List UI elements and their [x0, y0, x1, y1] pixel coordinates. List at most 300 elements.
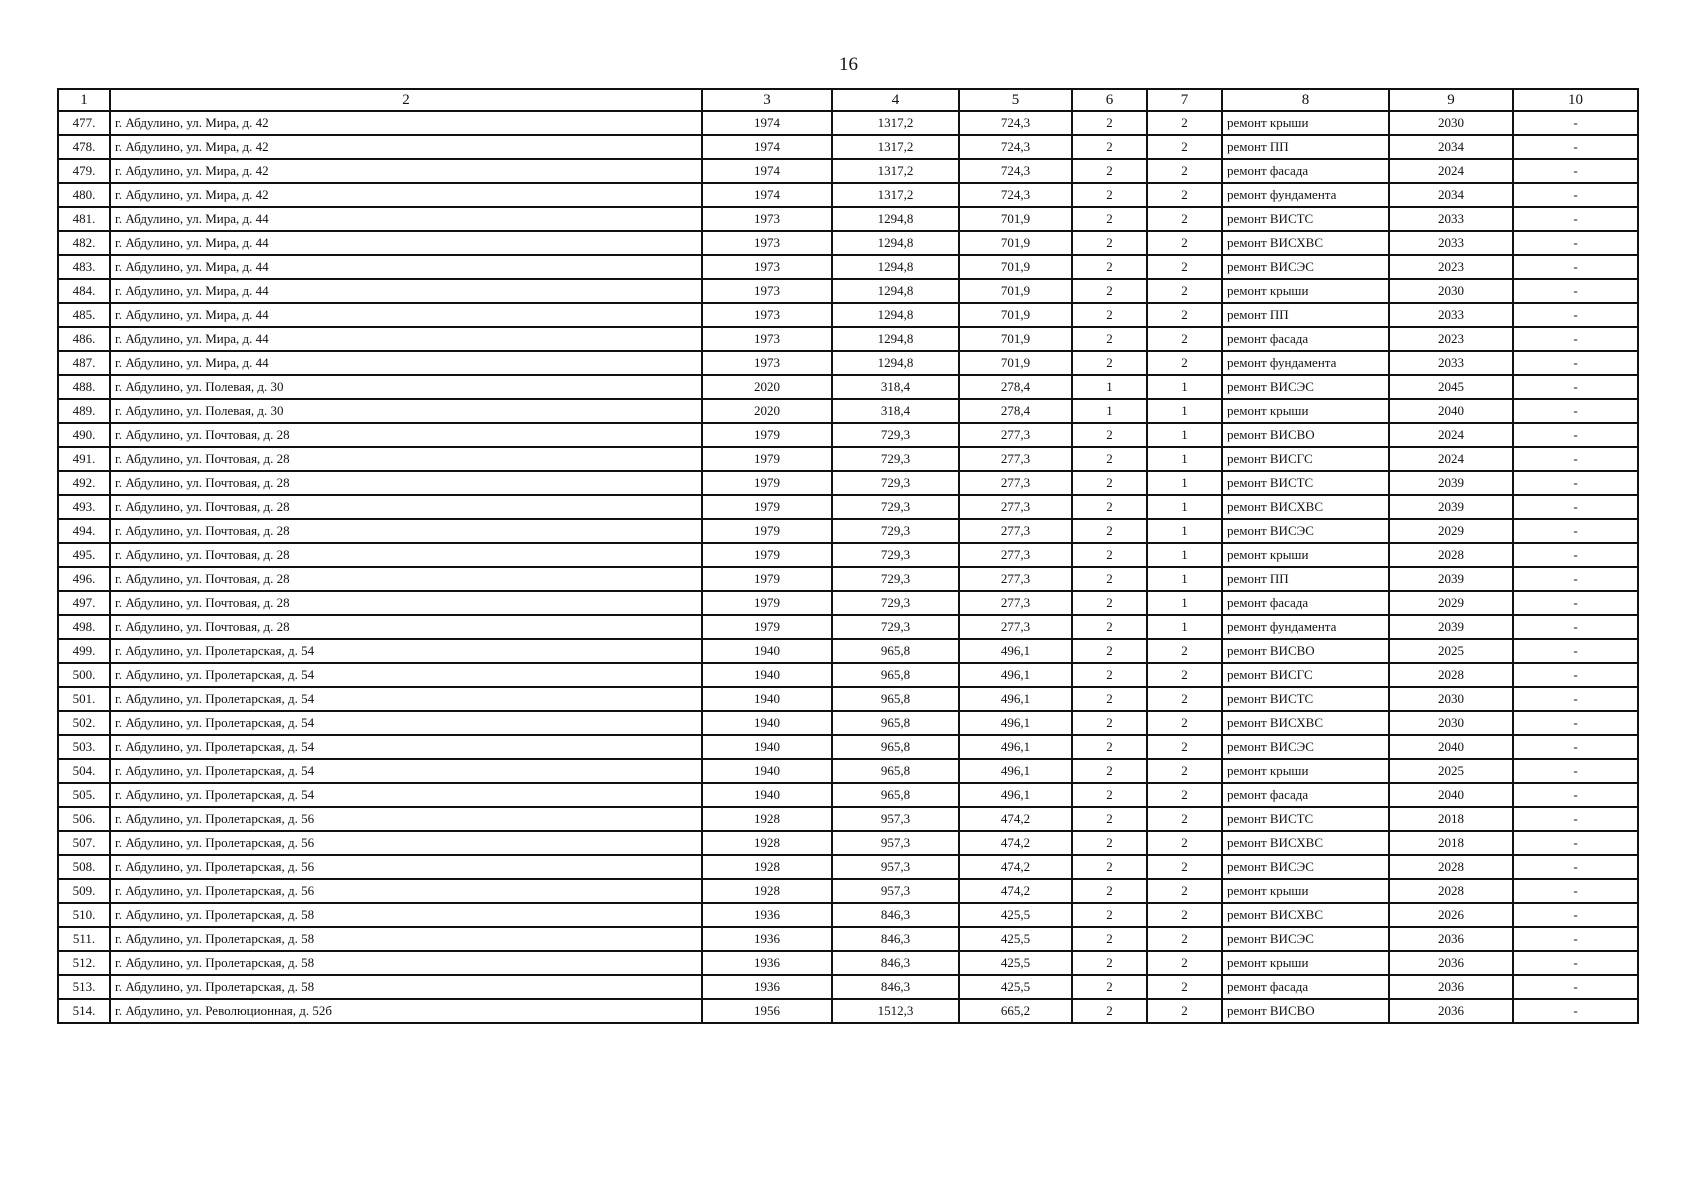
address-cell: г. Абдулино, ул. Пролетарская, д. 54 [110, 639, 702, 663]
floors-cell: 2 [1072, 591, 1147, 615]
total-area-cell: 957,3 [832, 831, 959, 855]
planned-year-cell: 2039 [1389, 615, 1513, 639]
entrances-cell: 1 [1147, 567, 1222, 591]
planned-year-cell: 2028 [1389, 855, 1513, 879]
address-cell: г. Абдулино, ул. Пролетарская, д. 56 [110, 855, 702, 879]
floors-cell: 2 [1072, 903, 1147, 927]
table-row [58, 471, 1638, 495]
table-row [58, 111, 1638, 135]
total-area-cell: 729,3 [832, 567, 959, 591]
floors-cell: 1 [1072, 399, 1147, 423]
total-area-cell: 846,3 [832, 951, 959, 975]
living-area-cell: 425,5 [959, 927, 1072, 951]
column-header: 7 [1147, 89, 1222, 111]
year-built-cell: 1979 [702, 615, 832, 639]
planned-year-cell: 2033 [1389, 303, 1513, 327]
row-number-cell: 501. [58, 687, 110, 711]
floors-cell: 2 [1072, 639, 1147, 663]
address-cell: г. Абдулино, ул. Мира, д. 42 [110, 135, 702, 159]
table-row [58, 519, 1638, 543]
table-body [58, 111, 1638, 1023]
table-row [58, 975, 1638, 999]
note-cell: - [1513, 639, 1638, 663]
planned-year-cell: 2030 [1389, 111, 1513, 135]
year-built-cell: 1940 [702, 687, 832, 711]
year-built-cell: 1979 [702, 447, 832, 471]
row-number-cell: 495. [58, 543, 110, 567]
column-header: 3 [702, 89, 832, 111]
work-type-cell: ремонт фасада [1222, 327, 1389, 351]
entrances-cell: 2 [1147, 663, 1222, 687]
floors-cell: 2 [1072, 735, 1147, 759]
note-cell: - [1513, 327, 1638, 351]
total-area-cell: 846,3 [832, 927, 959, 951]
total-area-cell: 1294,8 [832, 303, 959, 327]
total-area-cell: 846,3 [832, 903, 959, 927]
entrances-cell: 2 [1147, 855, 1222, 879]
planned-year-cell: 2034 [1389, 135, 1513, 159]
table-row [58, 879, 1638, 903]
year-built-cell: 1974 [702, 111, 832, 135]
row-number-cell: 489. [58, 399, 110, 423]
work-type-cell: ремонт крыши [1222, 759, 1389, 783]
total-area-cell: 1317,2 [832, 159, 959, 183]
living-area-cell: 277,3 [959, 495, 1072, 519]
table-row [58, 687, 1638, 711]
planned-year-cell: 2040 [1389, 399, 1513, 423]
row-number-cell: 490. [58, 423, 110, 447]
work-type-cell: ремонт ВИСВО [1222, 999, 1389, 1023]
table-row [58, 711, 1638, 735]
planned-year-cell: 2033 [1389, 351, 1513, 375]
year-built-cell: 1928 [702, 807, 832, 831]
floors-cell: 2 [1072, 927, 1147, 951]
year-built-cell: 1973 [702, 279, 832, 303]
row-number-cell: 497. [58, 591, 110, 615]
row-number-cell: 493. [58, 495, 110, 519]
note-cell: - [1513, 543, 1638, 567]
total-area-cell: 965,8 [832, 639, 959, 663]
address-cell: г. Абдулино, ул. Пролетарская, д. 54 [110, 711, 702, 735]
total-area-cell: 1294,8 [832, 327, 959, 351]
living-area-cell: 278,4 [959, 375, 1072, 399]
table-row [58, 135, 1638, 159]
planned-year-cell: 2033 [1389, 231, 1513, 255]
total-area-cell: 729,3 [832, 447, 959, 471]
planned-year-cell: 2028 [1389, 879, 1513, 903]
address-cell: г. Абдулино, ул. Пролетарская, д. 54 [110, 759, 702, 783]
address-cell: г. Абдулино, ул. Мира, д. 44 [110, 231, 702, 255]
total-area-cell: 1317,2 [832, 111, 959, 135]
year-built-cell: 1936 [702, 975, 832, 999]
living-area-cell: 496,1 [959, 687, 1072, 711]
floors-cell: 2 [1072, 279, 1147, 303]
floors-cell: 2 [1072, 543, 1147, 567]
address-cell: г. Абдулино, ул. Мира, д. 44 [110, 351, 702, 375]
year-built-cell: 1973 [702, 351, 832, 375]
entrances-cell: 2 [1147, 879, 1222, 903]
year-built-cell: 1979 [702, 591, 832, 615]
table-row [58, 927, 1638, 951]
note-cell: - [1513, 447, 1638, 471]
note-cell: - [1513, 687, 1638, 711]
work-type-cell: ремонт ВИСХВС [1222, 903, 1389, 927]
floors-cell: 2 [1072, 111, 1147, 135]
planned-year-cell: 2025 [1389, 759, 1513, 783]
column-header: 9 [1389, 89, 1513, 111]
table-row [58, 303, 1638, 327]
table-row [58, 639, 1638, 663]
planned-year-cell: 2045 [1389, 375, 1513, 399]
total-area-cell: 965,8 [832, 759, 959, 783]
entrances-cell: 2 [1147, 255, 1222, 279]
entrances-cell: 2 [1147, 999, 1222, 1023]
table-row [58, 351, 1638, 375]
planned-year-cell: 2024 [1389, 423, 1513, 447]
address-cell: г. Абдулино, ул. Почтовая, д. 28 [110, 519, 702, 543]
work-type-cell: ремонт ВИСТС [1222, 471, 1389, 495]
row-number-cell: 503. [58, 735, 110, 759]
table-row [58, 375, 1638, 399]
entrances-cell: 2 [1147, 711, 1222, 735]
planned-year-cell: 2030 [1389, 711, 1513, 735]
work-type-cell: ремонт ВИСГС [1222, 447, 1389, 471]
entrances-cell: 2 [1147, 639, 1222, 663]
address-cell: г. Абдулино, ул. Пролетарская, д. 54 [110, 663, 702, 687]
work-type-cell: ремонт ВИСТС [1222, 207, 1389, 231]
address-cell: г. Абдулино, ул. Мира, д. 42 [110, 159, 702, 183]
work-type-cell: ремонт ВИСХВС [1222, 231, 1389, 255]
planned-year-cell: 2018 [1389, 807, 1513, 831]
repair-schedule-table [57, 88, 1639, 1024]
note-cell: - [1513, 615, 1638, 639]
note-cell: - [1513, 231, 1638, 255]
address-cell: г. Абдулино, ул. Мира, д. 44 [110, 255, 702, 279]
page-number: 16 [839, 54, 858, 75]
row-number-cell: 507. [58, 831, 110, 855]
note-cell: - [1513, 519, 1638, 543]
table-row [58, 807, 1638, 831]
planned-year-cell: 2036 [1389, 975, 1513, 999]
planned-year-cell: 2036 [1389, 999, 1513, 1023]
year-built-cell: 1936 [702, 951, 832, 975]
note-cell: - [1513, 423, 1638, 447]
floors-cell: 2 [1072, 975, 1147, 999]
table-row [58, 255, 1638, 279]
column-header: 2 [110, 89, 702, 111]
living-area-cell: 277,3 [959, 543, 1072, 567]
year-built-cell: 1936 [702, 927, 832, 951]
total-area-cell: 965,8 [832, 663, 959, 687]
note-cell: - [1513, 999, 1638, 1023]
floors-cell: 2 [1072, 423, 1147, 447]
address-cell: г. Абдулино, ул. Почтовая, д. 28 [110, 543, 702, 567]
address-cell: г. Абдулино, ул. Пролетарская, д. 54 [110, 783, 702, 807]
note-cell: - [1513, 183, 1638, 207]
row-number-cell: 482. [58, 231, 110, 255]
work-type-cell: ремонт ВИСХВС [1222, 711, 1389, 735]
address-cell: г. Абдулино, ул. Почтовая, д. 28 [110, 423, 702, 447]
year-built-cell: 1940 [702, 639, 832, 663]
work-type-cell: ремонт ВИСЭС [1222, 519, 1389, 543]
work-type-cell: ремонт ВИСЭС [1222, 375, 1389, 399]
living-area-cell: 277,3 [959, 447, 1072, 471]
total-area-cell: 729,3 [832, 495, 959, 519]
row-number-cell: 484. [58, 279, 110, 303]
total-area-cell: 1294,8 [832, 279, 959, 303]
row-number-cell: 498. [58, 615, 110, 639]
address-cell: г. Абдулино, ул. Почтовая, д. 28 [110, 615, 702, 639]
living-area-cell: 474,2 [959, 879, 1072, 903]
year-built-cell: 1974 [702, 135, 832, 159]
entrances-cell: 2 [1147, 183, 1222, 207]
year-built-cell: 1979 [702, 567, 832, 591]
table-row [58, 831, 1638, 855]
address-cell: г. Абдулино, ул. Полевая, д. 30 [110, 399, 702, 423]
table-row [58, 447, 1638, 471]
row-number-cell: 510. [58, 903, 110, 927]
address-cell: г. Абдулино, ул. Почтовая, д. 28 [110, 471, 702, 495]
floors-cell: 2 [1072, 855, 1147, 879]
living-area-cell: 701,9 [959, 231, 1072, 255]
column-header: 8 [1222, 89, 1389, 111]
floors-cell: 2 [1072, 783, 1147, 807]
table-row [58, 735, 1638, 759]
work-type-cell: ремонт фасада [1222, 975, 1389, 999]
note-cell: - [1513, 471, 1638, 495]
address-cell: г. Абдулино, ул. Пролетарская, д. 58 [110, 903, 702, 927]
planned-year-cell: 2034 [1389, 183, 1513, 207]
total-area-cell: 318,4 [832, 375, 959, 399]
living-area-cell: 665,2 [959, 999, 1072, 1023]
table-row [58, 951, 1638, 975]
note-cell: - [1513, 399, 1638, 423]
planned-year-cell: 2023 [1389, 327, 1513, 351]
note-cell: - [1513, 903, 1638, 927]
work-type-cell: ремонт ВИСВО [1222, 639, 1389, 663]
total-area-cell: 965,8 [832, 687, 959, 711]
column-header: 10 [1513, 89, 1638, 111]
living-area-cell: 701,9 [959, 303, 1072, 327]
living-area-cell: 277,3 [959, 615, 1072, 639]
year-built-cell: 1928 [702, 831, 832, 855]
address-cell: г. Абдулино, ул. Пролетарская, д. 54 [110, 735, 702, 759]
entrances-cell: 1 [1147, 543, 1222, 567]
entrances-cell: 2 [1147, 903, 1222, 927]
work-type-cell: ремонт фундамента [1222, 183, 1389, 207]
floors-cell: 2 [1072, 567, 1147, 591]
address-cell: г. Абдулино, ул. Пролетарская, д. 58 [110, 927, 702, 951]
planned-year-cell: 2029 [1389, 519, 1513, 543]
total-area-cell: 1294,8 [832, 351, 959, 375]
address-cell: г. Абдулино, ул. Пролетарская, д. 58 [110, 951, 702, 975]
address-cell: г. Абдулино, ул. Пролетарская, д. 54 [110, 687, 702, 711]
floors-cell: 2 [1072, 879, 1147, 903]
column-header: 4 [832, 89, 959, 111]
work-type-cell: ремонт фасада [1222, 591, 1389, 615]
work-type-cell: ремонт ВИСТС [1222, 807, 1389, 831]
planned-year-cell: 2039 [1389, 471, 1513, 495]
year-built-cell: 1973 [702, 255, 832, 279]
column-header: 1 [58, 89, 110, 111]
living-area-cell: 724,3 [959, 135, 1072, 159]
note-cell: - [1513, 711, 1638, 735]
table-row [58, 231, 1638, 255]
row-number-cell: 505. [58, 783, 110, 807]
entrances-cell: 2 [1147, 951, 1222, 975]
work-type-cell: ремонт фундамента [1222, 351, 1389, 375]
living-area-cell: 496,1 [959, 639, 1072, 663]
address-cell: г. Абдулино, ул. Мира, д. 42 [110, 183, 702, 207]
total-area-cell: 957,3 [832, 807, 959, 831]
entrances-cell: 1 [1147, 471, 1222, 495]
total-area-cell: 957,3 [832, 879, 959, 903]
entrances-cell: 2 [1147, 231, 1222, 255]
planned-year-cell: 2033 [1389, 207, 1513, 231]
column-header: 6 [1072, 89, 1147, 111]
row-number-cell: 487. [58, 351, 110, 375]
floors-cell: 2 [1072, 615, 1147, 639]
work-type-cell: ремонт фасада [1222, 159, 1389, 183]
address-cell: г. Абдулино, ул. Мира, д. 44 [110, 303, 702, 327]
row-number-cell: 514. [58, 999, 110, 1023]
row-number-cell: 479. [58, 159, 110, 183]
row-number-cell: 481. [58, 207, 110, 231]
living-area-cell: 701,9 [959, 327, 1072, 351]
year-built-cell: 1973 [702, 207, 832, 231]
year-built-cell: 2020 [702, 375, 832, 399]
living-area-cell: 724,3 [959, 111, 1072, 135]
entrances-cell: 1 [1147, 399, 1222, 423]
entrances-cell: 2 [1147, 135, 1222, 159]
floors-cell: 2 [1072, 135, 1147, 159]
row-number-cell: 494. [58, 519, 110, 543]
living-area-cell: 496,1 [959, 663, 1072, 687]
year-built-cell: 1928 [702, 879, 832, 903]
work-type-cell: ремонт ВИСТС [1222, 687, 1389, 711]
work-type-cell: ремонт ПП [1222, 567, 1389, 591]
planned-year-cell: 2036 [1389, 927, 1513, 951]
column-header: 5 [959, 89, 1072, 111]
floors-cell: 2 [1072, 495, 1147, 519]
living-area-cell: 277,3 [959, 567, 1072, 591]
floors-cell: 2 [1072, 711, 1147, 735]
note-cell: - [1513, 591, 1638, 615]
year-built-cell: 1979 [702, 495, 832, 519]
floors-cell: 2 [1072, 807, 1147, 831]
total-area-cell: 965,8 [832, 735, 959, 759]
floors-cell: 2 [1072, 663, 1147, 687]
planned-year-cell: 2018 [1389, 831, 1513, 855]
entrances-cell: 2 [1147, 159, 1222, 183]
note-cell: - [1513, 207, 1638, 231]
floors-cell: 2 [1072, 255, 1147, 279]
planned-year-cell: 2025 [1389, 639, 1513, 663]
living-area-cell: 496,1 [959, 783, 1072, 807]
row-number-cell: 477. [58, 111, 110, 135]
living-area-cell: 425,5 [959, 951, 1072, 975]
note-cell: - [1513, 255, 1638, 279]
row-number-cell: 502. [58, 711, 110, 735]
floors-cell: 2 [1072, 327, 1147, 351]
address-cell: г. Абдулино, ул. Мира, д. 44 [110, 327, 702, 351]
planned-year-cell: 2036 [1389, 951, 1513, 975]
year-built-cell: 1928 [702, 855, 832, 879]
note-cell: - [1513, 807, 1638, 831]
entrances-cell: 2 [1147, 207, 1222, 231]
row-number-cell: 509. [58, 879, 110, 903]
work-type-cell: ремонт ПП [1222, 303, 1389, 327]
total-area-cell: 965,8 [832, 783, 959, 807]
floors-cell: 2 [1072, 831, 1147, 855]
row-number-cell: 513. [58, 975, 110, 999]
work-type-cell: ремонт крыши [1222, 279, 1389, 303]
total-area-cell: 965,8 [832, 711, 959, 735]
entrances-cell: 1 [1147, 495, 1222, 519]
living-area-cell: 701,9 [959, 279, 1072, 303]
note-cell: - [1513, 495, 1638, 519]
planned-year-cell: 2039 [1389, 567, 1513, 591]
table-row [58, 783, 1638, 807]
entrances-cell: 2 [1147, 759, 1222, 783]
work-type-cell: ремонт крыши [1222, 399, 1389, 423]
work-type-cell: ремонт ВИСГС [1222, 663, 1389, 687]
address-cell: г. Абдулино, ул. Мира, д. 44 [110, 279, 702, 303]
table-row [58, 495, 1638, 519]
table-row [58, 567, 1638, 591]
total-area-cell: 1294,8 [832, 207, 959, 231]
entrances-cell: 1 [1147, 375, 1222, 399]
row-number-cell: 504. [58, 759, 110, 783]
living-area-cell: 701,9 [959, 255, 1072, 279]
living-area-cell: 474,2 [959, 807, 1072, 831]
row-number-cell: 511. [58, 927, 110, 951]
work-type-cell: ремонт крыши [1222, 111, 1389, 135]
address-cell: г. Абдулино, ул. Пролетарская, д. 56 [110, 879, 702, 903]
floors-cell: 2 [1072, 999, 1147, 1023]
planned-year-cell: 2040 [1389, 783, 1513, 807]
table-row [58, 327, 1638, 351]
entrances-cell: 2 [1147, 327, 1222, 351]
work-type-cell: ремонт фасада [1222, 783, 1389, 807]
address-cell: г. Абдулино, ул. Почтовая, д. 28 [110, 447, 702, 471]
total-area-cell: 729,3 [832, 543, 959, 567]
total-area-cell: 729,3 [832, 471, 959, 495]
year-built-cell: 1979 [702, 471, 832, 495]
address-cell: г. Абдулино, ул. Почтовая, д. 28 [110, 495, 702, 519]
year-built-cell: 1956 [702, 999, 832, 1023]
note-cell: - [1513, 279, 1638, 303]
note-cell: - [1513, 783, 1638, 807]
year-built-cell: 2020 [702, 399, 832, 423]
entrances-cell: 2 [1147, 351, 1222, 375]
living-area-cell: 277,3 [959, 471, 1072, 495]
work-type-cell: ремонт ВИСЭС [1222, 255, 1389, 279]
table-row [58, 855, 1638, 879]
address-cell: г. Абдулино, ул. Почтовая, д. 28 [110, 591, 702, 615]
planned-year-cell: 2030 [1389, 279, 1513, 303]
row-number-cell: 508. [58, 855, 110, 879]
table-row [58, 591, 1638, 615]
planned-year-cell: 2040 [1389, 735, 1513, 759]
entrances-cell: 2 [1147, 279, 1222, 303]
planned-year-cell: 2024 [1389, 447, 1513, 471]
note-cell: - [1513, 975, 1638, 999]
entrances-cell: 1 [1147, 591, 1222, 615]
living-area-cell: 724,3 [959, 159, 1072, 183]
year-built-cell: 1936 [702, 903, 832, 927]
address-cell: г. Абдулино, ул. Пролетарская, д. 56 [110, 807, 702, 831]
